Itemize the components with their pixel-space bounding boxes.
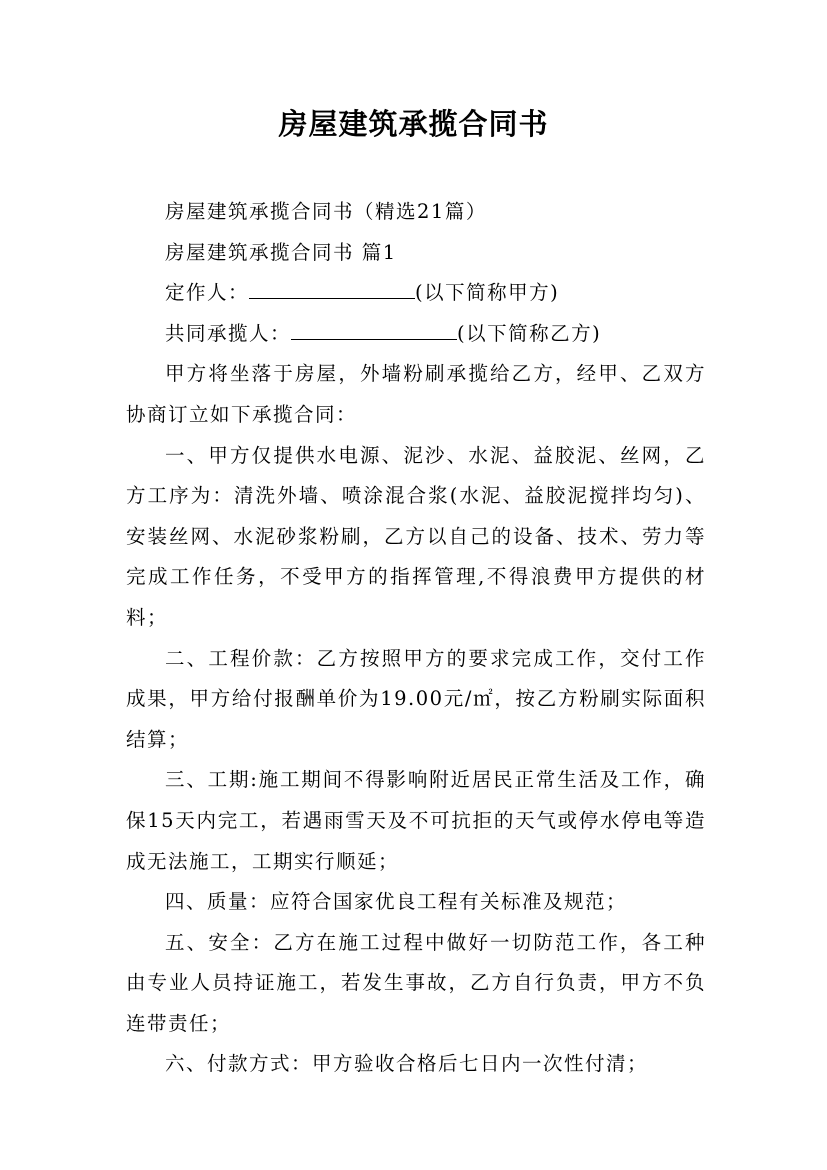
clause-6-paragraph: 六、付款方式：甲方验收合格后七日内一次性付清； xyxy=(165,1052,649,1076)
party-b-line xyxy=(126,314,706,355)
party-a-note: (以下简称甲方) xyxy=(415,281,560,305)
party-a-label: 定作人： xyxy=(165,281,250,305)
clause-4-paragraph: 四、质量：应符合国家优良工程有关标准及规范； xyxy=(165,890,628,914)
party-a-blank xyxy=(249,280,415,299)
clause-5-paragraph: 五、安全：乙方在施工过程中做好一切防范工作，各工种由专业人员持证施工，若发生事故，乙方自行负责，甲方不负连带责任； xyxy=(126,930,706,1035)
document-title: 房屋建筑承揽合同书 xyxy=(278,107,549,141)
clause-2-paragraph: 二、工程价款：乙方按照甲方的要求完成工作，交付工作成果，甲方给付报酬单价为19.00元/㎡，按乙方粉刷实际面积结算； xyxy=(126,646,706,751)
party-b-label: 共同承揽人： xyxy=(165,321,292,345)
party-b-note: (以下简称乙方) xyxy=(457,321,602,345)
document-body xyxy=(126,192,706,1085)
party-b-blank xyxy=(291,321,457,340)
clause-3-paragraph: 三、工期:施工期间不得影响附近居民正常生活及工作，确保15天内完工，若遇雨雪天及不可抗拒的天气或停水停电等造成无法施工，工期实行顺延； xyxy=(126,768,706,873)
clause-1-paragraph: 一、甲方仅提供水电源、泥沙、水泥、益胶泥、丝网，乙方工序为：清洗外墙、喷涂混合浆(水泥、益胶泥搅拌均匀)、安装丝网、水泥砂浆粉刷，乙方以自己的设备、技术、劳力等完成工作任务，不受甲方的指挥管理,不得浪费甲方提供的材料； xyxy=(126,443,706,629)
intro-paragraph: 甲方将坐落于房屋，外墙粉刷承揽给乙方，经甲、乙双方协商订立如下承揽合同： xyxy=(126,362,706,426)
party-a-line xyxy=(126,273,706,314)
subtitle-paragraph: 房屋建筑承揽合同书（精选21篇） xyxy=(165,200,487,223)
section-heading: 房屋建筑承揽合同书 篇1 xyxy=(165,240,397,264)
